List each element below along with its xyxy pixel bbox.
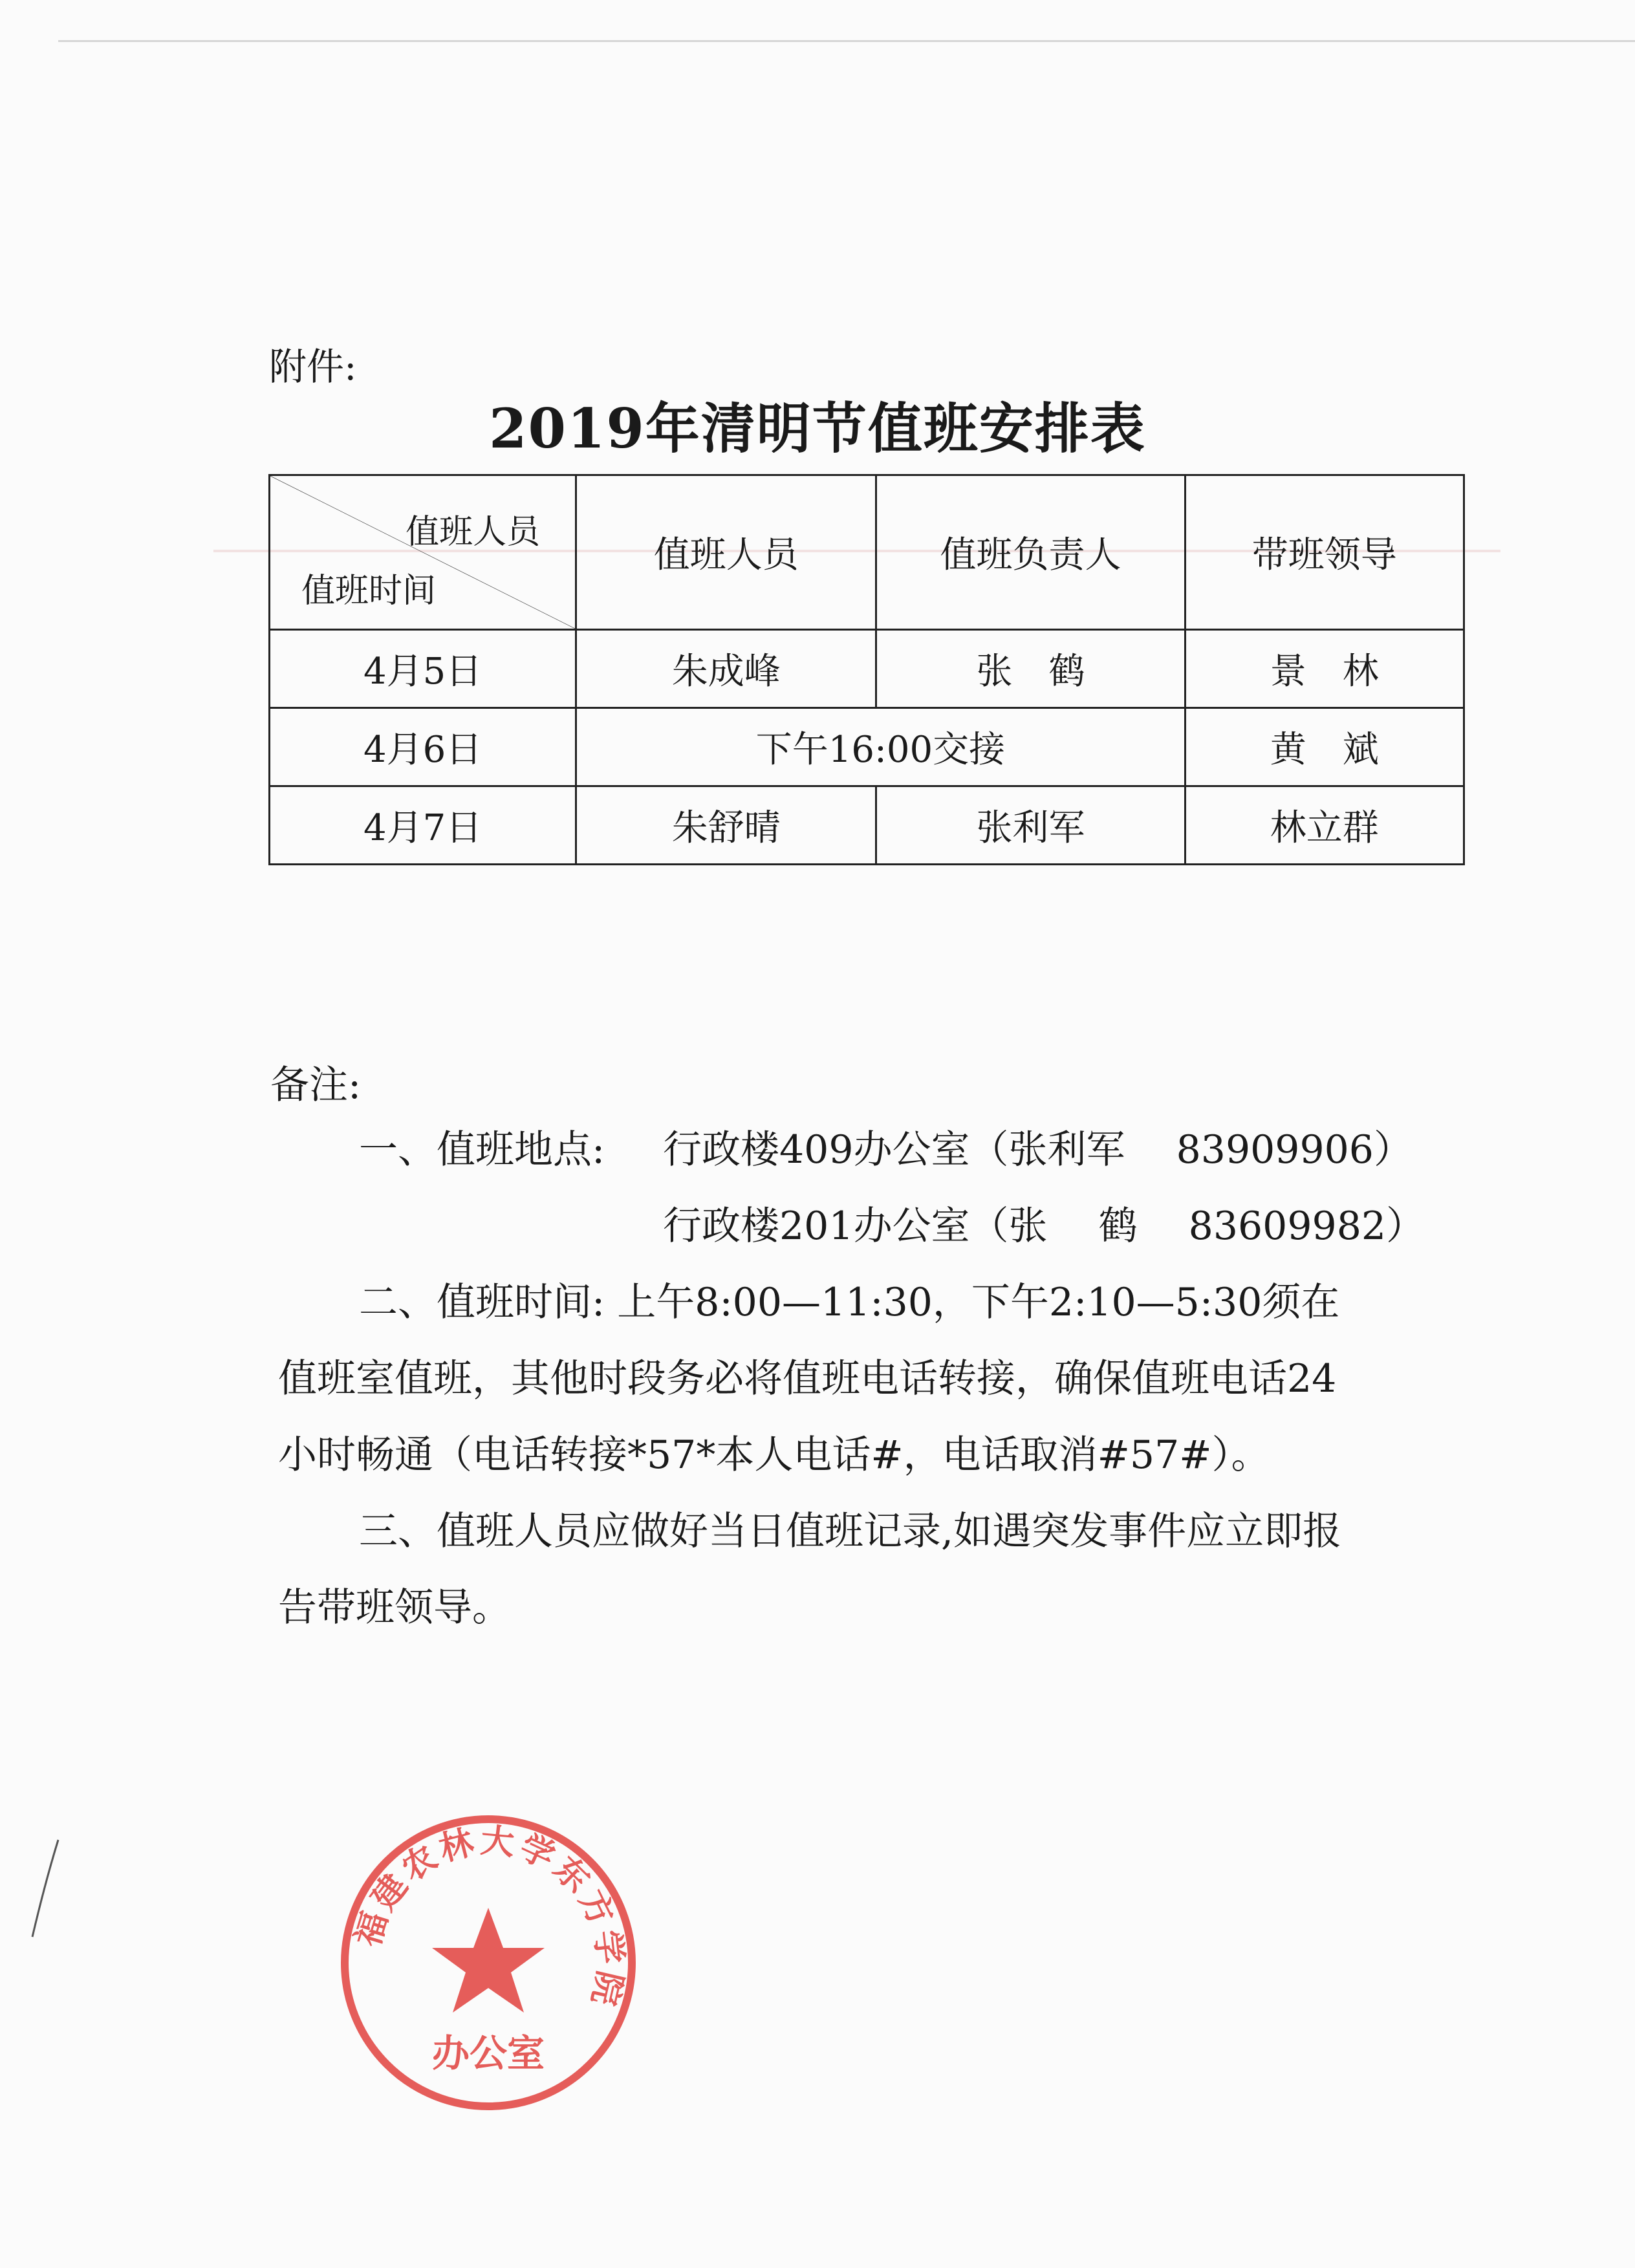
note3-line-1: 三、值班人员应做好当日值班记录,如遇突发事件应立即报	[359, 1509, 1342, 1554]
margin-mark	[26, 1837, 65, 1940]
cell-manager: 张利军	[876, 786, 1185, 865]
header-leader: 带班领导	[1185, 475, 1464, 630]
note1-label: 一、值班地点:	[359, 1127, 605, 1172]
cell-date: 4月7日	[270, 786, 576, 865]
cell-handover: 下午16:00交接	[576, 708, 1185, 786]
table-row	[270, 786, 1464, 865]
note2-line-1: 二、值班时间: 上午8:00—11:30，下午2:10—5:30须在	[359, 1280, 1340, 1325]
cell-date: 4月6日	[270, 708, 576, 786]
cell-leader: 林立群	[1185, 786, 1464, 865]
cell-date: 4月5日	[270, 630, 576, 708]
note2-line-3: 小时畅通（电话转接*57*本人电话#，电话取消#57#）。	[278, 1432, 1270, 1478]
header-manager: 值班负责人	[876, 475, 1185, 630]
seal-ring-text: 福建农林大学东方学院	[348, 1821, 630, 2013]
cell-staff: 朱成峰	[576, 630, 876, 708]
scan-top-edge	[58, 40, 1635, 42]
table-row	[270, 630, 1464, 708]
cell-leader: 景 林	[1185, 630, 1464, 708]
cell-leader: 黄 斌	[1185, 708, 1464, 786]
cell-manager: 张 鹤	[876, 630, 1185, 708]
attachment-label: 附件:	[269, 345, 357, 389]
note1-location-2: 行政楼201办公室（张 鹤 83609982）	[663, 1204, 1425, 1249]
note2-line-2: 值班室值班，其他时段务必将值班电话转接，确保值班电话24	[278, 1356, 1337, 1401]
table-row	[270, 708, 1464, 786]
cell-staff: 朱舒晴	[576, 786, 876, 865]
table-header-row	[270, 475, 1464, 630]
note1-location-1: 行政楼409办公室（张利军 83909906）	[663, 1127, 1413, 1172]
header-staff: 值班人员	[576, 475, 876, 630]
document-title: 2019年清明节值班安排表	[489, 396, 1146, 460]
corner-label-time: 值班时间	[301, 572, 437, 610]
note3-line-2: 告带班领导。	[278, 1585, 511, 1630]
diagonal-header-cell	[270, 475, 576, 630]
duty-schedule-table	[268, 474, 1465, 865]
corner-label-staff: 值班人员	[406, 513, 541, 552]
seal-bottom-text: 办公室	[431, 2031, 545, 2075]
seal-star-icon	[432, 1908, 545, 2013]
notes-label: 备注:	[270, 1063, 362, 1108]
official-seal	[336, 1811, 640, 2115]
